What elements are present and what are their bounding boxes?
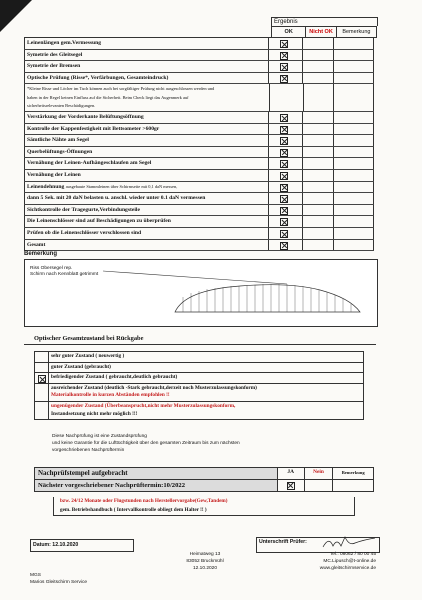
note-line: sicherheitsrelevanten Beschädigungen. <box>27 102 96 108</box>
check-row <box>24 147 374 159</box>
check-label: Sichtkontrolle der Tragegurte,Verbindungsteile <box>24 205 269 216</box>
nein-cell[interactable] <box>304 480 333 491</box>
note-side-cells <box>270 84 374 112</box>
checked-box-icon <box>280 160 288 168</box>
check-label: Leinenlängen gem.Vermessung <box>24 38 269 49</box>
nok-cell[interactable] <box>303 170 333 181</box>
condition-warning: Materialkontrolle in kurzen Abständen empfohlen !! <box>51 392 170 399</box>
checked-box-icon <box>280 75 288 83</box>
ok-cell[interactable] <box>269 193 303 204</box>
check-label: Optische Prüfung (Risse*, Verfärbungen, Gesamteindruck) <box>24 73 269 84</box>
check-row <box>24 228 374 240</box>
condition-checkbox[interactable] <box>35 363 49 373</box>
signature-scribble <box>319 534 379 550</box>
interval-red-line: bzw. 24/12 Monate oder Flugstunden nach Herstellervorgabe(Gew,Tandem) <box>60 498 228 504</box>
checklist-header <box>24 17 374 37</box>
footer-line: Tel.: 08062 / 80 00 45 <box>329 552 376 557</box>
footer-company <box>30 572 87 586</box>
nicht-ok-column-header: Nicht OK <box>306 27 336 37</box>
check-row <box>24 216 374 228</box>
nok-cell[interactable] <box>303 61 333 72</box>
ok-cell[interactable] <box>269 50 303 61</box>
check-row <box>24 170 374 182</box>
condition-label: guter Zustand (gebraucht) <box>51 363 111 370</box>
bemerkung-box[interactable] <box>24 259 378 327</box>
check-row <box>24 112 374 124</box>
checked-box-icon <box>280 63 288 71</box>
check-label: Vernähung der Leinen-Aufhängeschlaufen am Segel <box>24 158 269 169</box>
ok-cell[interactable] <box>269 135 303 146</box>
bemerkung-line: Riss Obersegel rep. <box>30 266 73 271</box>
condition-option[interactable] <box>34 351 364 363</box>
footer-line: www.gleitschirmservice.de <box>319 566 376 571</box>
nok-cell[interactable] <box>303 182 333 193</box>
checklist-body <box>24 37 374 251</box>
checked-box-icon <box>280 52 288 60</box>
divider <box>24 344 376 345</box>
gesamtzustand-title: Optischer Gesamtzustand bei Rückgabe <box>34 335 144 342</box>
nok-cell[interactable] <box>303 50 333 61</box>
nok-cell[interactable] <box>303 135 333 146</box>
checked-box-icon <box>280 149 288 157</box>
nok-cell[interactable] <box>303 193 333 204</box>
check-row <box>24 124 374 136</box>
stamp-header-row <box>34 467 374 480</box>
note-line: haben in der Regel keinen Einfluss auf die Sicherheit. Beim Check liegt das Augenmerk auf <box>27 94 189 100</box>
check-row <box>24 182 374 194</box>
check-row <box>24 205 374 217</box>
condition-option[interactable] <box>34 363 364 374</box>
footer-line: MGS <box>30 573 41 578</box>
remark-cell[interactable] <box>334 158 374 169</box>
condition-checkbox[interactable] <box>35 402 49 419</box>
ok-cell[interactable] <box>269 182 303 193</box>
canopy-sketch <box>25 260 377 326</box>
check-row <box>24 73 374 85</box>
condition-checkbox[interactable] <box>35 373 49 383</box>
ok-cell[interactable] <box>269 205 303 216</box>
nok-cell[interactable] <box>303 216 333 227</box>
footer-line: Marios Gleitschirm Service <box>30 580 88 585</box>
check-label: Symetrie der Bremsen <box>24 61 269 72</box>
nok-cell[interactable] <box>303 112 333 123</box>
footer-address <box>170 551 240 572</box>
check-label: Sämtliche Nähte am Segel <box>24 135 269 146</box>
check-row <box>24 61 374 73</box>
checked-box-icon <box>280 172 288 180</box>
condition-label: ungenügender Zustand (Überbeansprucht,nicht mehr Musterzulassungskonform, <box>51 402 236 409</box>
disclaimer-line: und keine Garantie für die Lufttüchtigkeit über den gesamten Zeitraum bis zum nächsten <box>52 441 240 446</box>
remark-cell[interactable] <box>334 216 374 227</box>
remark-cell[interactable] <box>334 170 374 181</box>
condition-label: ausreichender Zustand (deutlich -Stark gebraucht,derzeit noch Musterzulassungskonform) <box>51 384 257 391</box>
canopy-outline <box>175 285 360 312</box>
ok-cell[interactable] <box>269 61 303 72</box>
checked-box-icon <box>280 207 288 215</box>
remark-cell[interactable] <box>334 193 374 204</box>
note-block <box>24 84 374 112</box>
checked-box-icon <box>280 195 288 203</box>
stamp-next-row <box>34 480 374 492</box>
bemerkung-line: Schirm nach Kennblatt getrimmt <box>30 272 99 277</box>
condition-option[interactable] <box>34 384 364 402</box>
disclaimer-line: vorgeschriebenen Nachprüftermin <box>52 448 125 453</box>
ja-cell[interactable] <box>277 480 304 491</box>
condition-label: sehr guter Zustand ( neuwertig ) <box>51 353 125 359</box>
nok-cell[interactable] <box>303 124 333 135</box>
interval-notes <box>53 497 355 516</box>
checked-box-icon <box>38 375 46 383</box>
interval-black-line: gem. Betriebshandbuch ( Intervallkontrolle obliegt dem Halter !! ) <box>60 507 207 513</box>
ja-label: JA <box>277 468 304 479</box>
next-inspection-date: Nächster vorgeschriebener Nachprüftermin:10/2022 <box>35 480 277 491</box>
ok-cell[interactable] <box>269 73 303 84</box>
check-label: Prüfen ob die Leinenschlösser verschlossen sind <box>24 228 269 239</box>
condition-sub: Instandsetzung nicht mehr möglich !!! <box>51 410 138 417</box>
checked-box-icon <box>280 242 288 250</box>
disclaimer-line: Diese Nachprüfung ist eine Zustandsprüfung <box>52 434 147 439</box>
condition-label: befriedigender Zustand ( gebraucht,deutlich gebraucht) <box>51 374 178 381</box>
ok-cell[interactable] <box>269 240 303 251</box>
nok-cell[interactable] <box>303 228 333 239</box>
check-label: dann 5 Sek. mit 20 daN belasten u. anschl. wieder unter 0.1 daN vermessen <box>24 193 269 204</box>
ok-cell[interactable] <box>269 124 303 135</box>
condition-option[interactable] <box>34 373 364 384</box>
checked-box-icon <box>280 114 288 122</box>
check-row <box>24 158 374 170</box>
canopy-cells <box>183 284 351 312</box>
remark-cell[interactable] <box>334 73 374 84</box>
stamp-title: Nachprüfstempel aufgebracht <box>35 468 277 479</box>
ok-cell[interactable] <box>269 158 303 169</box>
remark-cell[interactable] <box>334 38 374 49</box>
note-line: *Kleine Risse und Löcher im Tuch können auch bei sorgfältiger Prüfung nicht ausgeschlossen werden und <box>27 86 215 92</box>
check-label: Querbelüftungs-Öffnungen <box>24 147 269 158</box>
result-columns <box>271 26 377 38</box>
check-label: Verstärkung der Vorderkante Belüftungsöffnung <box>24 112 269 123</box>
check-label: Die Leinenschlösser sind auf Beschädigungen zu überprüfen <box>24 216 269 227</box>
check-row <box>24 50 374 62</box>
check-row <box>24 38 374 50</box>
note-text <box>24 84 270 112</box>
condition-option[interactable] <box>34 402 364 420</box>
bemerkung-column-header: Bemerkung <box>342 29 371 35</box>
checklist-table <box>24 17 374 251</box>
check-row <box>24 193 374 205</box>
footer-line: Heimatweg 13 <box>189 552 221 557</box>
checked-box-icon <box>280 40 288 48</box>
pointer-line <box>103 271 287 284</box>
ergebnis-header: Ergebnis <box>271 17 378 26</box>
footer-line: MC.Lipusch@t-online.de <box>323 559 376 564</box>
check-row <box>24 135 374 147</box>
check-label-detail: ausgebaute Stammleinen über Schirmseite mit 0,1 daN messen, <box>65 183 178 189</box>
disclaimer <box>52 433 240 454</box>
check-label: Symetrie des Gleitsegel <box>24 50 269 61</box>
ok-cell[interactable] <box>269 216 303 227</box>
check-label: Kontrolle der Kappenfestigkeit mit Bettsometer >600gr <box>24 124 269 135</box>
remark-cell[interactable] <box>334 135 374 146</box>
signature-label: Unterschrift Prüfer: <box>259 539 307 545</box>
nein-label: Nein <box>304 468 333 479</box>
condition-checkbox[interactable] <box>35 352 49 362</box>
footer-line: 83052 Bruckmühl <box>186 559 224 564</box>
condition-checkbox[interactable] <box>35 384 49 401</box>
ok-cell[interactable] <box>269 170 303 181</box>
check-label: Gesamt <box>24 240 269 251</box>
remark-cell[interactable] <box>334 50 374 61</box>
ok-column-header: OK <box>272 27 306 37</box>
stamp-section <box>34 467 374 492</box>
ok-cell[interactable] <box>269 38 303 49</box>
checked-box-icon <box>280 184 288 192</box>
stamp-bemerkung-label: Bemerkung <box>332 468 373 479</box>
checked-box-icon <box>280 230 288 238</box>
nok-cell[interactable] <box>303 240 333 251</box>
nok-cell[interactable] <box>303 73 333 84</box>
check-label: Leinendehnung ausgebaute Stammleinen über Schirmseite mit 0,1 daN messen, <box>24 182 269 193</box>
checked-box-icon <box>287 482 295 490</box>
date-field[interactable]: Datum: 12.10.2020 <box>30 539 134 552</box>
remark-cell[interactable] <box>334 124 374 135</box>
ok-cell[interactable] <box>269 228 303 239</box>
remark-cell[interactable] <box>334 147 374 158</box>
remark-cell[interactable] <box>334 228 374 239</box>
remark-cell[interactable] <box>334 112 374 123</box>
checked-box-icon <box>280 126 288 134</box>
gesamtzustand-options <box>34 351 364 420</box>
nok-cell[interactable] <box>303 38 333 49</box>
footer-line: 12.10.2020 <box>192 566 217 571</box>
nok-cell[interactable] <box>303 205 333 216</box>
checked-box-icon <box>280 137 288 145</box>
remark-cell[interactable] <box>334 205 374 216</box>
remark-cell[interactable] <box>334 61 374 72</box>
checked-box-icon <box>280 218 288 226</box>
bemerkung-title: Bemerkung <box>24 251 58 257</box>
nok-cell[interactable] <box>303 147 333 158</box>
remark-cell[interactable] <box>334 240 374 251</box>
check-row-total <box>24 240 374 252</box>
stamp-remark-cell[interactable] <box>332 480 373 491</box>
footer-contact <box>290 551 376 572</box>
remark-cell[interactable] <box>334 182 374 193</box>
check-label: Vernähung der Leinen <box>24 170 269 181</box>
ok-cell[interactable] <box>269 147 303 158</box>
ok-cell[interactable] <box>269 112 303 123</box>
nok-cell[interactable] <box>303 158 333 169</box>
